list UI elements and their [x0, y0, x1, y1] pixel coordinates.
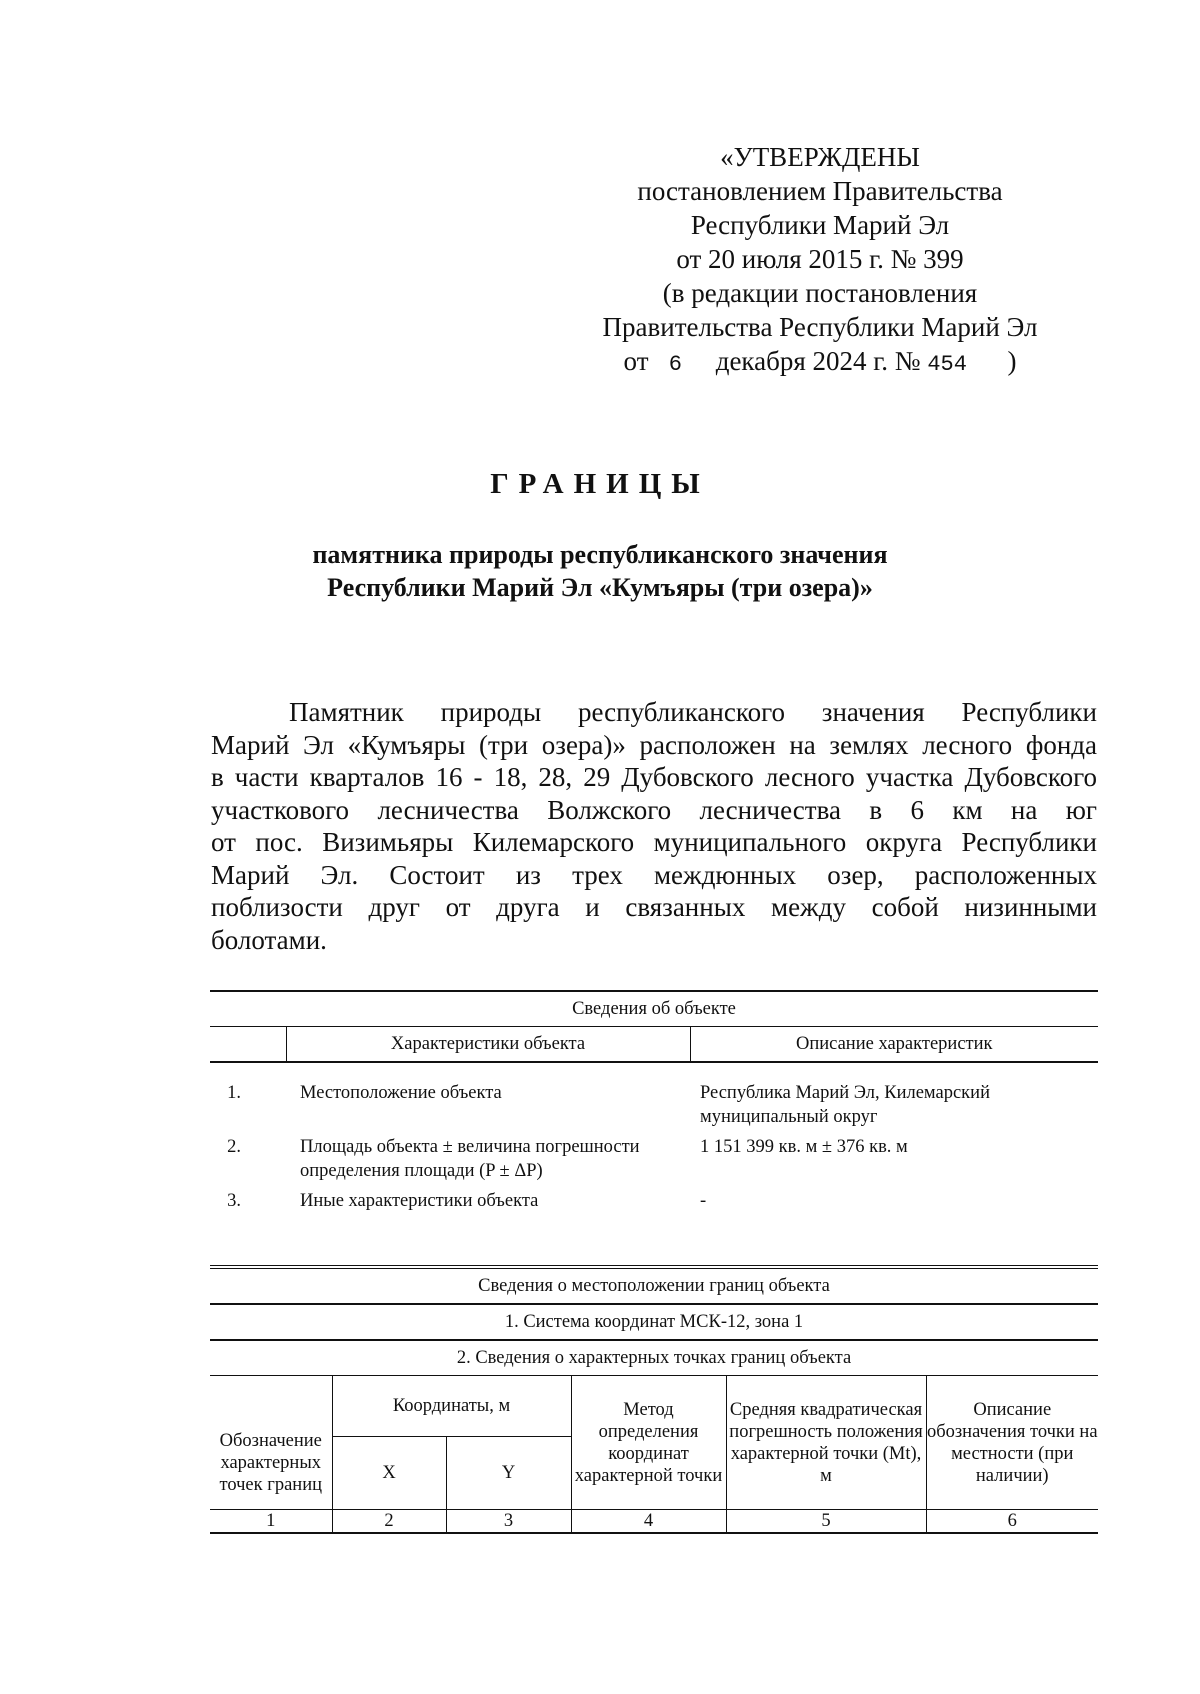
amendment-number: 454: [927, 352, 967, 377]
approval-line: Республики Марий Эл: [690, 210, 950, 240]
paragraph-line: Марий Эл. Состоит из трех междюнных озер, расположенных: [211, 859, 1097, 890]
col-designation: Обозначение характерных точек границ: [210, 1376, 332, 1510]
col-x: X: [332, 1437, 446, 1510]
document-title: ГРАНИЦЫ: [490, 468, 710, 500]
object-info-table: [210, 990, 1098, 1219]
paragraph-line: Марий Эл «Кумъяры (три озера)» расположен на землях лесного фонда: [211, 729, 1097, 760]
row-number: 1.: [227, 1083, 241, 1103]
paragraph-line: болотами.: [211, 924, 327, 955]
approval-line: «УТВЕРЖДЕНЫ: [720, 142, 920, 172]
paragraph-line: поблизости друг от друга и связанных между собой низинными: [211, 892, 1097, 922]
points-title: 2. Сведения о характерных точках границ объекта: [210, 1340, 1098, 1376]
table-header-row: [210, 1376, 1098, 1437]
row-name: Иные характеристики объекта: [300, 1191, 539, 1211]
table-header-cell: Описание характеристик: [690, 1027, 1098, 1063]
table-header-row: [210, 1027, 1098, 1063]
subtitle-line: памятника природы республиканского значения: [312, 540, 888, 569]
approval-line: постановлением Правительства: [637, 176, 1003, 206]
row-value: Республика Марий Эл, Килемарский муниципальный округ: [700, 1083, 990, 1127]
table-header-row: [210, 1340, 1098, 1376]
table-row: [210, 1510, 1098, 1534]
object-info-title: Сведения об объекте: [210, 991, 1098, 1027]
table-header-row: [210, 1304, 1098, 1340]
approval-line: (в редакции постановления: [662, 278, 978, 308]
col-error: Средняя квадратическая погрешность положения характерной точки (Mt), м: [726, 1376, 926, 1510]
col-coordinates: Координаты, м: [332, 1376, 571, 1437]
table-row: [210, 1135, 1098, 1189]
amendment-line: [560, 344, 1080, 382]
document-subtitle: [0, 538, 1200, 604]
column-number: 4: [571, 1510, 726, 1534]
row-number: 2.: [227, 1137, 241, 1157]
table-top-rule: [210, 1265, 1098, 1266]
table-header-cell: [210, 1027, 286, 1063]
paragraph-line: Памятник природы республиканского значения Республики: [289, 697, 1097, 727]
table-header-row: [210, 991, 1098, 1027]
column-number: 6: [926, 1510, 1098, 1534]
table-row: [210, 1189, 1098, 1219]
paragraph-line: от пос. Визимьяры Килемарского муниципального округа Республики: [211, 827, 1097, 857]
row-number: 3.: [227, 1191, 241, 1211]
amendment-month-year: декабря 2024 г. №: [715, 346, 921, 376]
paragraph-line: участкового лесничества Волжского лесничества в 6 км на юг: [211, 794, 1097, 825]
col-method: Метод определения координат характерной точки: [571, 1376, 726, 1510]
column-number: 1: [210, 1510, 332, 1534]
col-description: Описание обозначения точки на местности (при наличии): [926, 1376, 1098, 1510]
row-name: Площадь объекта ± величина погрешности определения площади (P ± ΔP): [300, 1137, 640, 1181]
approval-block: [560, 140, 1080, 382]
amendment-prefix: от: [623, 346, 649, 376]
row-value: -: [700, 1191, 707, 1211]
amendment-close: ): [1007, 346, 1017, 376]
row-value: 1 151 399 кв. м ± 376 кв. м: [700, 1137, 908, 1157]
table-header-cell: Характеристики объекта: [286, 1027, 690, 1063]
row-name: Местоположение объекта: [300, 1083, 502, 1103]
col-y: Y: [446, 1437, 571, 1510]
approval-line: Правительства Республики Марий Эл: [602, 312, 1038, 342]
coordinate-system: 1. Система координат МСК-12, зона 1: [210, 1304, 1098, 1340]
amendment-day: 6: [668, 352, 682, 377]
boundaries-table: [210, 1268, 1098, 1534]
column-number: 5: [726, 1510, 926, 1534]
approval-line: от 20 июля 2015 г. № 399: [676, 244, 964, 274]
table-header-row: [210, 1269, 1098, 1305]
table-row: [210, 1081, 1098, 1135]
column-number: 2: [332, 1510, 446, 1534]
description-paragraph: [211, 696, 1097, 956]
paragraph-line: в части кварталов 16 - 18, 28, 29 Дубовского лесного участка Дубовского: [211, 762, 1097, 792]
boundaries-title: Сведения о местоположении границ объекта: [210, 1269, 1098, 1305]
subtitle-line: Республики Марий Эл «Кумъяры (три озера)»: [327, 573, 873, 602]
column-number: 3: [446, 1510, 571, 1534]
